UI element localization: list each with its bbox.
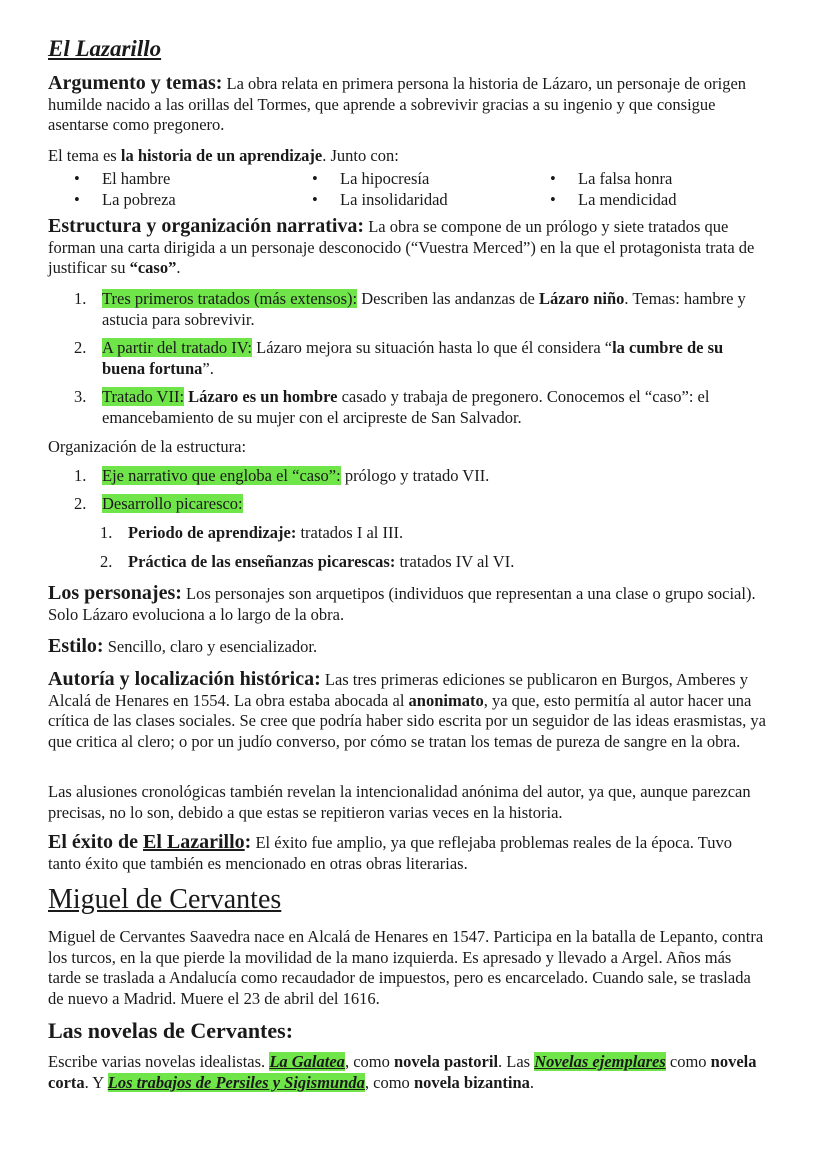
tema-paragraph [48,146,768,167]
item-bold: Lázaro es un hombre [188,387,338,406]
ordered-item [74,494,768,515]
cervantes-bio: Miguel de Cervantes Saavedra nace en Alcalá de Henares en 1547. Participa en la batalla de Lepanto, contra los turcos, en la que pierde la movilidad de la mano izquierda. Es apresado y llevado a Argel. Años más tarde se traslada a Andalucía como recaudador de impuestos, pero es encarcelado. Cuando sale, se traslada de nuevo a Madrid. Muere el 23 de abril del 1616. [48,927,764,1008]
estilo-paragraph [48,636,768,658]
argumento-paragraph [48,73,768,136]
estilo-heading: Estilo: [48,635,104,657]
autoria-text: , ya que, esto permitía al autor hacer una crítica de las clases sociales. Se cree que podría haber sido escrita por un seguidor de las ideas erasmistas, ya que critica al clero; o por un judío converso, por cómo se tratan los temas de pureza de sangre en la obra. [48,690,766,751]
personajes-heading: Los personajes: [48,582,182,604]
list-item: • La falsa honra [550,169,788,190]
exito-heading [48,831,251,853]
nested-item [100,523,768,544]
tema-list [74,169,794,210]
item-text: ”. [202,358,214,378]
work-title: Los trabajos de Persiles y Sigismunda [107,1072,365,1092]
item-number: 1. [74,466,87,485]
highlight: A partir del tratado IV: [102,338,252,357]
novelas-heading: Las novelas de Cervantes: [48,1018,294,1043]
argumento-heading: Argumento y temas: [48,72,223,94]
estilo-text: Sencillo, claro y esencializador. [103,637,318,656]
exito-heading-title: El Lazarillo [143,831,245,853]
list-item: • El hambre [74,169,312,190]
item-text: tratados IV al VI. [395,552,515,571]
item-bold: Lázaro niño [539,289,625,308]
personajes-paragraph [48,583,768,625]
item-text: Lázaro mejora su situación hasta lo que él considera “ [251,338,613,357]
item-text: tratados I al III. [296,523,404,542]
ordered-item [74,387,768,428]
highlight: Desarrollo picaresco: [102,494,243,513]
exito-heading-part: El éxito de [48,831,143,853]
estructura-paragraph [48,216,768,279]
novelas-text: . Las [498,1052,535,1071]
nested-item [100,552,768,573]
document-title: El Lazarillo [48,36,162,61]
work-title: La Galatea [269,1052,345,1071]
item-number: 1. [100,523,113,542]
list-item: • La hipocresía [312,169,550,190]
list-item: • La insolidaridad [312,190,550,211]
tema-post: . Junto con: [322,146,399,165]
item-text: Describen las andanzas de [357,289,539,308]
ordered-item [74,338,768,379]
novelas-text: . [529,1072,535,1092]
autoria-paragraph [48,669,768,752]
highlight: Tres primeros tratados (más extensos): [102,289,358,308]
highlight: Tratado VII: [102,387,185,406]
estructura-heading: Estructura y organización narrativa: [48,215,365,237]
highlight: Eje narrativo que engloba el “caso”: [102,466,341,485]
item-text: prólogo y tratado VII. [340,466,490,485]
list-item: • La mendicidad [550,190,788,211]
item-number: 2. [74,338,87,357]
item-bold: Práctica de las enseñanzas picarescas: [128,552,396,571]
novelas-bold: novela pastoril [393,1052,499,1071]
autoria-bold: anonimato [408,690,484,710]
list-item: • La pobreza [74,190,312,211]
tema-pre: El tema es [48,146,121,165]
item-bold: la cumbre de su buena fortuna [102,338,724,378]
exito-paragraph [48,832,768,874]
novelas-bold: novela bizantina [413,1072,530,1092]
cervantes-heading: Miguel de Cervantes [48,884,282,915]
tema-bold: la historia de un aprendizaje [120,146,323,165]
organizacion-intro: Organización de la estructura: [48,437,247,456]
novelas-paragraph [48,1052,768,1093]
estructura-bold: “caso” [129,258,177,277]
autoria-paragraph-2: Las alusiones cronológicas también revelan la intencionalidad anónima del autor, ya que, aunque parezcan precisas, no lo son, debido a que estas se repitieron varias veces en la historia. [48,782,751,822]
exito-text: El éxito fue amplio, ya que reflejaba problemas reales de la época. Tuvo tanto éxito que también es mencionado en otras obras literarias. [48,833,732,873]
novelas-text: . Y [84,1072,108,1092]
item-text: casado y trabaja de pregonero. Conocemos el “caso”: el emancebamiento de su mujer con el arcipreste de San Salvador. [102,387,710,427]
autoria-text: Las tres primeras ediciones se publicaron en Burgos, Amberes y Alcalá de Henares en 1554. La obra estaba abocada al [48,670,748,710]
item-bold: Periodo de aprendizaje: [128,523,297,542]
estructura-text: La obra se compone de un prólogo y siete tratados que forman una carta dirigida a un personaje desconocido (“Vuestra Merced”) en la que el protagonista trata de justificar su [48,217,755,277]
item-number: 2. [74,494,87,513]
personajes-text: Los personajes son arquetipos (individuos que representan a una clase o grupo social). Solo Lázaro evoluciona a lo largo de la obra. [48,584,756,624]
ordered-item [74,289,768,330]
novelas-text: como [665,1052,711,1071]
autoria-heading: Autoría y localización histórica: [48,668,321,690]
novelas-text: Escribe varias novelas idealistas. [48,1052,270,1071]
novelas-text: , como [344,1052,394,1071]
argumento-text: La obra relata en primera persona la historia de Lázaro, un personaje de origen humilde nacido a las orillas del Tormes, que aprende a sobrevivir gracias a su ingenio y que consigue asentarse como pregonero. [48,74,747,134]
item-number: 2. [100,552,113,571]
ordered-item [74,466,768,487]
item-number: 3. [74,387,87,406]
exito-heading-colon: : [244,831,252,853]
work-title: Novelas ejemplares [534,1052,666,1071]
estructura-end: . [176,258,181,277]
item-text: . Temas: hambre y astucia para sobrevivir. [102,289,746,329]
novelas-text: , como [364,1072,414,1092]
item-number: 1. [74,289,87,308]
novelas-bold: novela corta [48,1052,757,1092]
